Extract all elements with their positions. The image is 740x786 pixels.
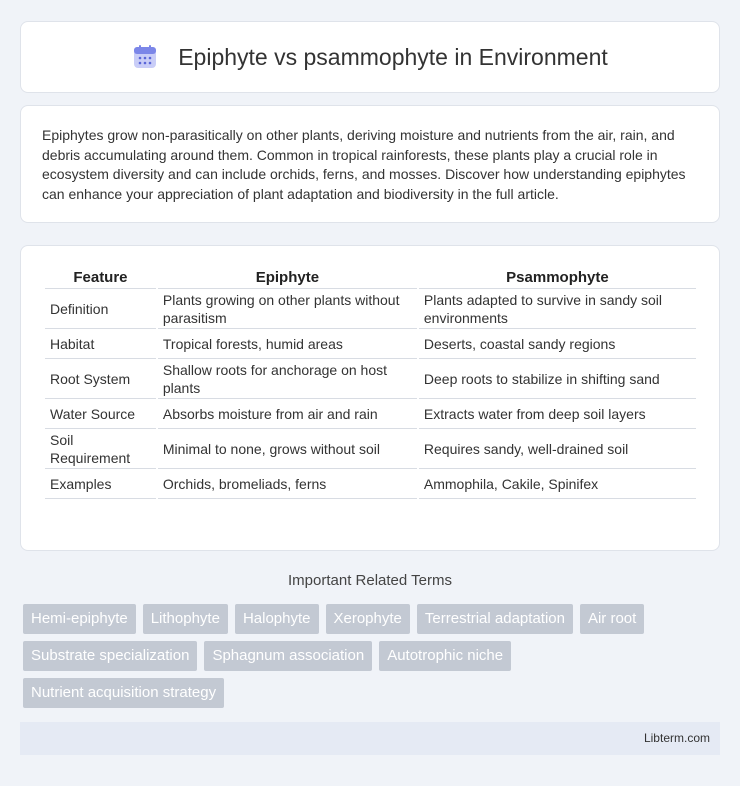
table-cell: Ammophila, Cakile, Spinifex xyxy=(419,469,696,499)
page-title: Epiphyte vs psammophyte in Environment xyxy=(178,43,608,70)
table-row xyxy=(45,399,696,429)
title-card xyxy=(20,21,720,93)
table-cell: Root System xyxy=(45,359,156,399)
table-cell: Deep roots to stabilize in shifting sand xyxy=(419,359,696,399)
table-cell: Minimal to none, grows without soil xyxy=(158,429,417,469)
table-cell: Soil Requirement xyxy=(45,429,156,469)
table-row xyxy=(45,359,696,399)
intro-paragraph: Epiphytes grow non-parasitically on other plants, deriving moisture and nutrients from the air, rain, and debris accumulating around them. Common in tropical rainforests, these plants play a crucial role in ecosystem diversity and can include orchids, ferns, and mosses. Discover how understanding epiphytes can enhance your appreciation of plant adaptation and biodiversity in the full article. xyxy=(42,127,686,202)
table-cell: Examples xyxy=(45,469,156,499)
related-terms-tags xyxy=(23,604,723,715)
column-header-epiphyte: Epiphyte xyxy=(158,266,417,289)
tag-row xyxy=(23,678,723,708)
intro-card xyxy=(20,105,720,223)
table-cell: Plants growing on other plants without parasitism xyxy=(158,289,417,329)
tag-halophyte[interactable]: Halophyte xyxy=(235,604,319,634)
table-cell: Shallow roots for anchorage on host plants xyxy=(158,359,417,399)
tag-nutrient-acquisition-strategy[interactable]: Nutrient acquisition strategy xyxy=(23,678,224,708)
table-cell: Tropical forests, humid areas xyxy=(158,329,417,359)
tag-terrestrial-adaptation[interactable]: Terrestrial adaptation xyxy=(417,604,573,634)
tag-substrate-specialization[interactable]: Substrate specialization xyxy=(23,641,197,671)
tag-row xyxy=(23,604,723,634)
table-row xyxy=(45,289,696,329)
table-cell: Requires sandy, well-drained soil xyxy=(419,429,696,469)
table-cell: Deserts, coastal sandy regions xyxy=(419,329,696,359)
tag-autotrophic-niche[interactable]: Autotrophic niche xyxy=(379,641,511,671)
footer-site-link[interactable]: Libterm.com xyxy=(643,731,710,745)
table-cell: Definition xyxy=(45,289,156,329)
table-cell: Orchids, bromeliads, ferns xyxy=(158,469,417,499)
tag-sphagnum-association[interactable]: Sphagnum association xyxy=(204,641,372,671)
table-row xyxy=(45,469,696,499)
table-row xyxy=(45,429,696,469)
column-header-psammophyte: Psammophyte xyxy=(419,266,696,289)
column-header-feature: Feature xyxy=(45,266,156,289)
related-terms-heading: Important Related Terms xyxy=(288,572,452,589)
comparison-table xyxy=(43,266,698,499)
tag-air-root[interactable]: Air root xyxy=(580,604,644,634)
footer xyxy=(20,722,720,755)
tag-row xyxy=(23,641,723,671)
tag-hemi-epiphyte[interactable]: Hemi-epiphyte xyxy=(23,604,136,634)
tag-xerophyte[interactable]: Xerophyte xyxy=(326,604,410,634)
table-cell: Habitat xyxy=(45,329,156,359)
table-cell: Extracts water from deep soil layers xyxy=(419,399,696,429)
comparison-table-card xyxy=(20,245,720,551)
table-cell: Absorbs moisture from air and rain xyxy=(158,399,417,429)
tag-lithophyte[interactable]: Lithophyte xyxy=(143,604,228,634)
table-cell: Plants adapted to survive in sandy soil environments xyxy=(419,289,696,329)
table-row xyxy=(45,329,696,359)
table-cell: Water Source xyxy=(45,399,156,429)
calendar-grid-icon xyxy=(132,44,158,70)
